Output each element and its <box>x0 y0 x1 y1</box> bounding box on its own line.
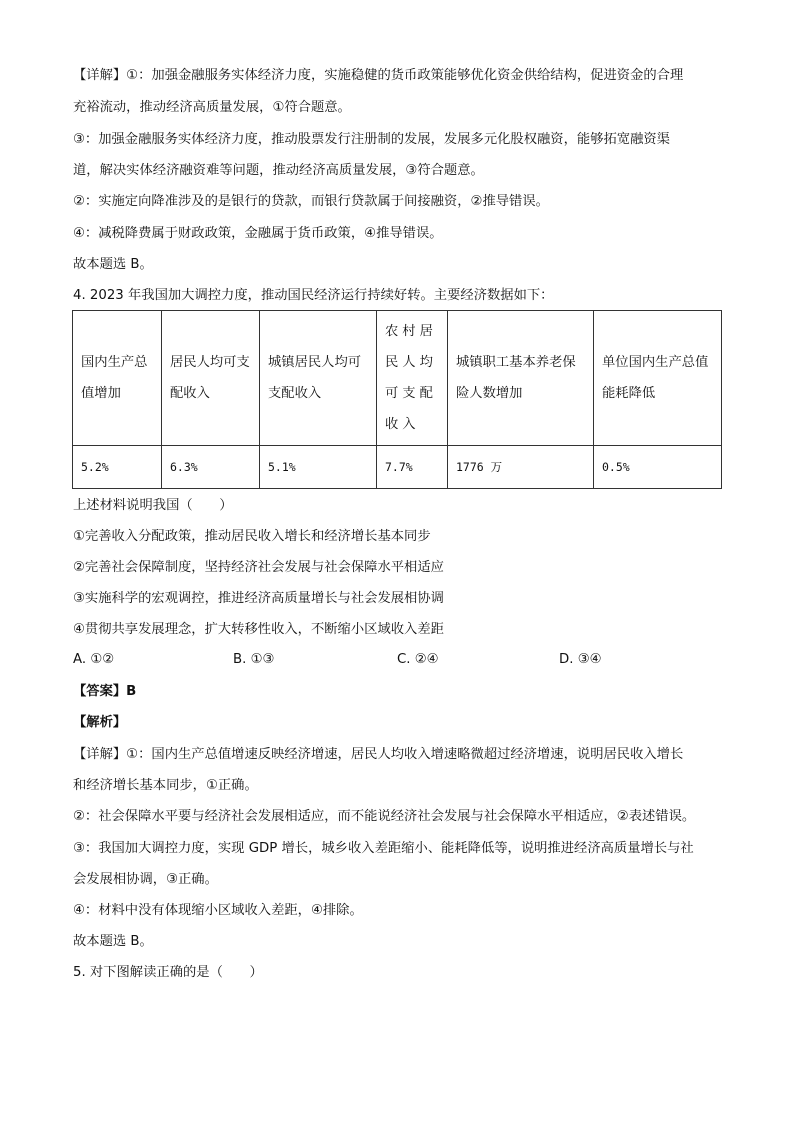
economic-data-table <box>72 310 722 489</box>
option-d: D. ③④ <box>559 652 602 667</box>
table-row <box>73 446 722 489</box>
question-4-stem: 4. 2023 年我国加大调控力度，推动国民经济运行持续好转。主要经济数据如下： <box>73 288 554 303</box>
analysis-paragraph-1: 【详解】①：国内生产总值增速反映经济增速，居民人均收入增速略微超过经济增速，说明居民收入增长 <box>73 747 684 762</box>
table-header-cell: 居民人均可支配收入 <box>162 311 260 446</box>
conclusion-q3: 故本题选 B。 <box>73 257 153 272</box>
table-cell: 7.7% <box>377 446 448 489</box>
statement-4: ④贯彻共享发展理念，扩大转移性收入，不断缩小区域收入差距 <box>73 622 444 637</box>
question-4-prompt: 上述材料说明我国（ ） <box>73 498 233 513</box>
table-cell: 5.2% <box>73 446 162 489</box>
question-5-stem: 5. 对下图解读正确的是（ ） <box>73 965 263 980</box>
table-cell: 1776 万 <box>448 446 594 489</box>
analysis-paragraph-1-cont: 和经济增长基本同步，①正确。 <box>73 778 258 793</box>
analysis-paragraph-2: ②：社会保障水平要与经济社会发展相适应，而不能说经济社会发展与社会保障水平相适应，②表述错误。 <box>73 809 696 824</box>
option-b: B. ①③ <box>233 652 275 667</box>
analysis-paragraph-3-cont: 会发展相协调，③正确。 <box>73 872 218 887</box>
detail-paragraph-1-cont: 充裕流动，推动经济高质量发展，①符合题意。 <box>73 100 351 115</box>
detail-paragraph-3: ③：加强金融服务实体经济力度，推动股票发行注册制的发展，发展多元化股权融资，能够拓宽融资渠 <box>73 132 670 147</box>
option-a: A. ①② <box>73 652 115 667</box>
table-cell: 6.3% <box>162 446 260 489</box>
detail-paragraph-4: ④：减税降费属于财政政策，金融属于货币政策，④推导错误。 <box>73 226 443 241</box>
detail-paragraph-1: 【详解】①：加强金融服务实体经济力度，实施稳健的货币政策能够优化资金供给结构，促进资金的合理 <box>73 68 684 83</box>
table-header-cell: 农村居民人均可支配收入 <box>377 311 448 446</box>
answer-label: 【答案】B <box>73 684 137 699</box>
option-c: C. ②④ <box>397 652 439 667</box>
statement-3: ③实施科学的宏观调控，推进经济高质量增长与社会发展相协调 <box>73 591 444 606</box>
table-header-cell: 单位国内生产总值能耗降低 <box>594 311 722 446</box>
answer-options <box>73 652 733 670</box>
analysis-paragraph-3: ③：我国加大调控力度，实现 GDP 增长，城乡收入差距缩小、能耗降低等，说明推进经济高质量增长与社 <box>73 841 694 856</box>
statement-2: ②完善社会保障制度，坚持经济社会发展与社会保障水平相适应 <box>73 560 444 575</box>
analysis-label: 【解析】 <box>73 715 127 730</box>
table-cell: 0.5% <box>594 446 722 489</box>
table-header-row <box>73 311 722 446</box>
table-header-cell: 城镇职工基本养老保险人数增加 <box>448 311 594 446</box>
statement-1: ①完善收入分配政策，推动居民收入增长和经济增长基本同步 <box>73 529 431 544</box>
table-header-cell: 城镇居民人均可支配收入 <box>260 311 377 446</box>
table-cell: 5.1% <box>260 446 377 489</box>
analysis-paragraph-4: ④：材料中没有体现缩小区域收入差距，④排除。 <box>73 903 363 918</box>
table-header-cell: 国内生产总值增加 <box>73 311 162 446</box>
detail-paragraph-3-cont: 道，解决实体经济融资难等问题，推动经济高质量发展，③符合题意。 <box>73 163 484 178</box>
detail-paragraph-2: ②：实施定向降准涉及的是银行的贷款，而银行贷款属于间接融资，②推导错误。 <box>73 194 549 209</box>
conclusion-q4: 故本题选 B。 <box>73 934 153 949</box>
